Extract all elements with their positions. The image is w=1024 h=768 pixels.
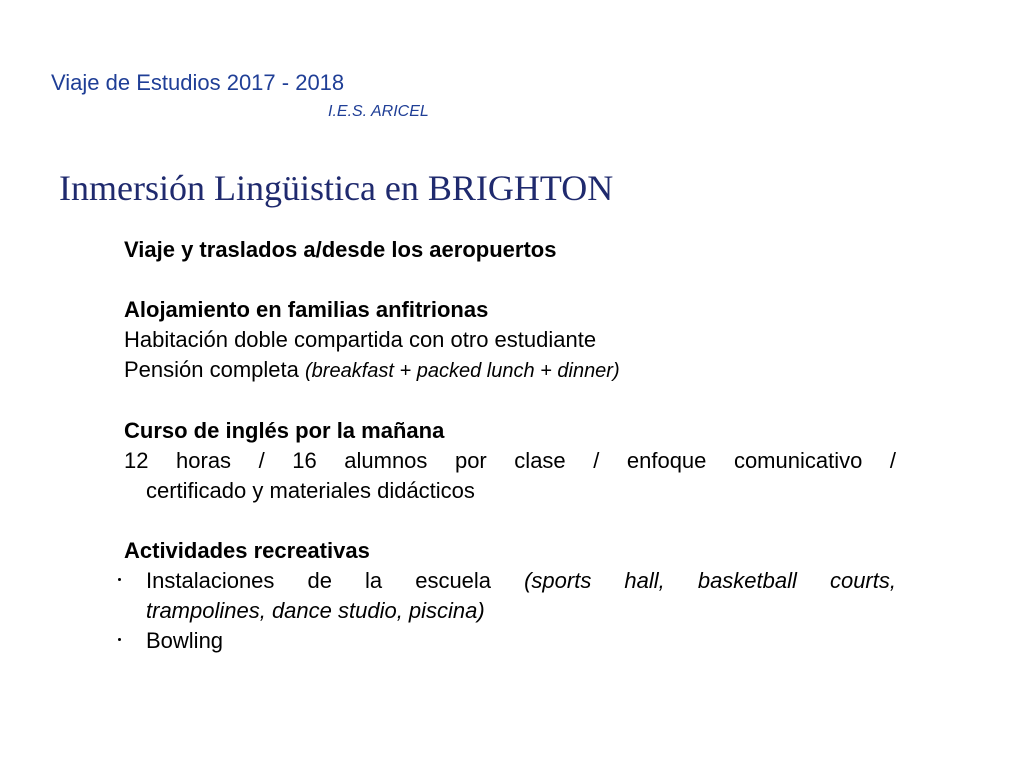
spacer xyxy=(124,506,896,536)
activities-heading: Actividades recreativas xyxy=(124,538,370,563)
content-body xyxy=(124,235,896,656)
school-name: I.E.S. ARICEL xyxy=(328,103,429,120)
course-details-text: 12 horas / 16 alumnos por clase / enfoque comunicativo / xyxy=(124,448,896,473)
course-heading: Curso de inglés por la mañana xyxy=(124,418,445,443)
accommodation-heading: Alojamiento en familias anfitrionas xyxy=(124,297,489,322)
travel-heading: Viaje y traslados a/desde los aeropuertos xyxy=(124,237,557,262)
activity-facilities-text: Instalaciones de la escuela xyxy=(146,568,525,593)
bullet-icon xyxy=(118,578,121,581)
bullet-icon xyxy=(118,638,121,641)
course-details-continuation: certificado y materiales didácticos xyxy=(146,478,475,503)
activity-facilities-line xyxy=(146,566,896,596)
list-item xyxy=(124,566,896,626)
accommodation-board-line xyxy=(124,355,896,386)
spacer xyxy=(124,265,896,295)
accommodation-meals-note: (breakfast + packed lunch + dinner) xyxy=(305,360,620,382)
activity-facilities-list: (sports hall, basketball courts, xyxy=(524,568,896,593)
list-item xyxy=(124,626,896,656)
activity-bowling-text: Bowling xyxy=(146,628,224,653)
activity-facilities-list-continued: trampolines, dance studio, piscina) xyxy=(146,598,485,623)
accommodation-room-text: Habitación doble compartida con otro estudiante xyxy=(124,327,597,352)
spacer xyxy=(124,386,896,416)
accommodation-board-text: Pensión completa xyxy=(124,357,305,382)
page-title: Inmersión Lingüistica en BRIGHTON xyxy=(59,168,614,208)
header-title: Viaje de Estudios 2017 - 2018 xyxy=(51,70,345,95)
